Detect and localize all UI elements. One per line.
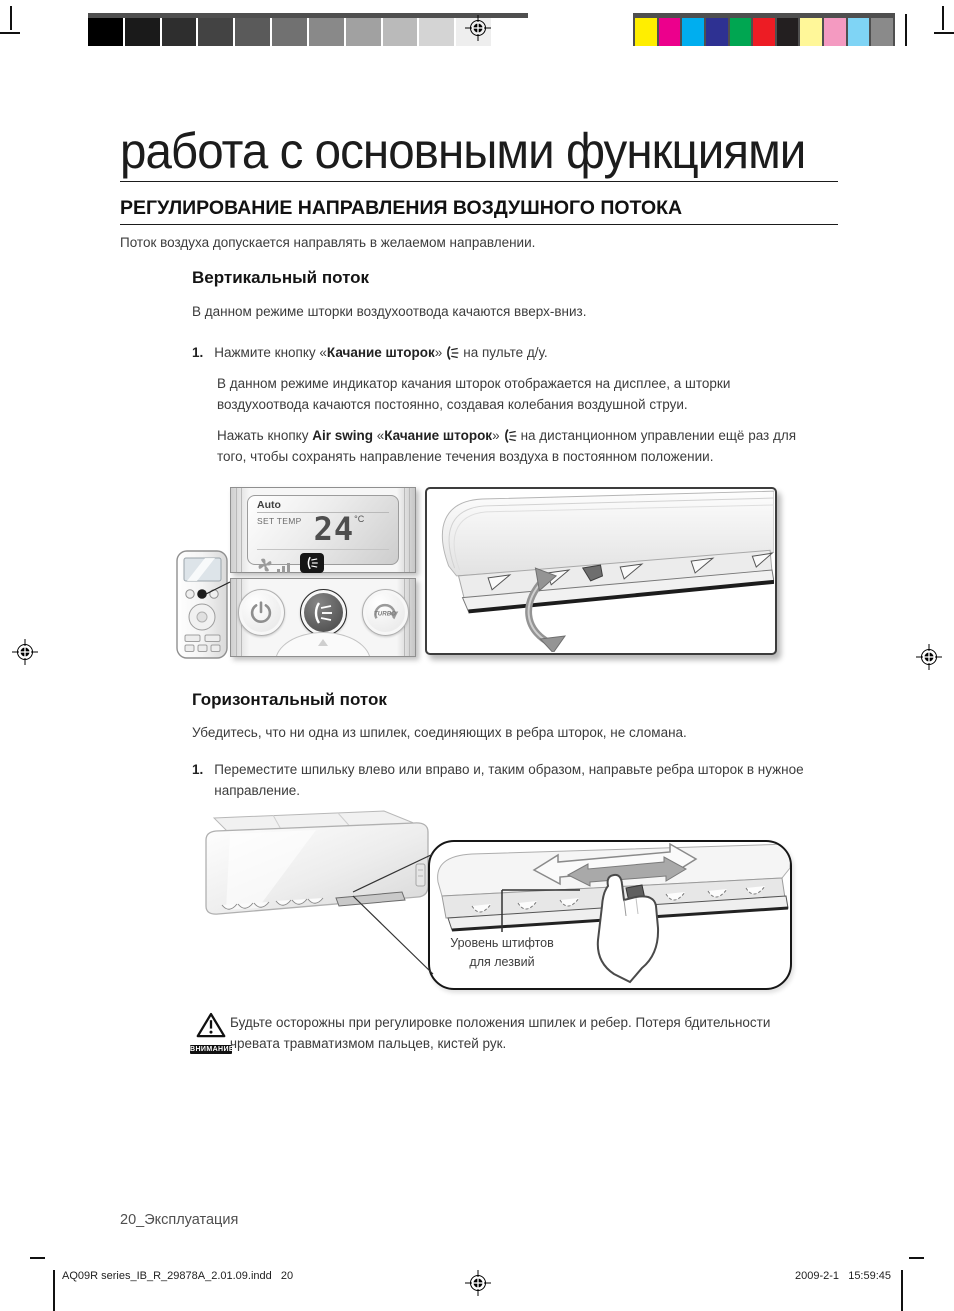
turbo-button	[362, 589, 409, 636]
calibration-cell	[659, 18, 681, 46]
page-footer: 20_Эксплуатация	[120, 1212, 239, 1228]
calibration-cell	[383, 18, 418, 46]
vertical-paragraph-1: В данном режиме индикатор качания шторок отображается на дисплее, а шторки воздухоотвода качаются постоянно, создавая колебания воздушной струи.	[217, 376, 731, 412]
calibration-cell	[706, 18, 728, 46]
caution-block-icon	[190, 1012, 232, 1054]
caution-text: Будьте осторожны при регулировке положения шпилек и ребер. Потеря бдительности чревата травматизмом пальцев, кистей рук.	[230, 1015, 771, 1051]
calibration-cell	[753, 18, 775, 46]
calibration-cell	[309, 18, 344, 46]
temperature-unit: °C	[354, 514, 365, 524]
vertical-flow-desc: В данном режиме шторки воздухоотвода качаются вверх-вниз.	[192, 304, 587, 319]
step-text: Переместите шпильку влево или вправо и, таким образом, направьте ребра шторок в нужное направление.	[214, 762, 804, 798]
grayscale-cells	[88, 18, 528, 46]
calibration-cell	[419, 18, 454, 46]
turbo-label: TURBO	[374, 610, 396, 618]
mode-indicator: Auto	[257, 499, 281, 511]
step-number: 1.	[192, 345, 204, 360]
warning-triangle-icon	[196, 1012, 226, 1039]
calibration-cell	[346, 18, 381, 46]
registration-mark	[465, 1270, 491, 1296]
calibration-cell	[848, 18, 870, 46]
calibration-cell	[493, 18, 528, 46]
calibration-cell	[235, 18, 270, 46]
calibration-cell	[871, 18, 893, 46]
air-swing-icon	[446, 345, 459, 361]
remote-display-panel	[230, 487, 416, 573]
caution-label: ВНИМАНИЕ	[190, 1046, 234, 1053]
colorbar-cells	[633, 18, 895, 46]
remote-buttons-panel	[230, 578, 416, 657]
crop-mark	[0, 32, 20, 34]
crop-mark	[53, 1270, 55, 1311]
crop-mark	[901, 1270, 903, 1311]
air-swing-icon	[504, 428, 517, 444]
crop-mark	[30, 1257, 45, 1259]
section-heading: РЕГУЛИРОВАНИЕ НАПРАВЛЕНИЯ ВОЗДУШНОГО ПОТОКА	[120, 197, 683, 219]
calibration-cell	[88, 18, 123, 46]
registration-mark	[916, 644, 942, 670]
crop-mark	[905, 14, 907, 46]
print-filename: AQ09R series_IB_R_29878A_2.01.09.indd 20	[62, 1270, 294, 1282]
calibration-cell	[777, 18, 799, 46]
louver-swing-illustration	[425, 487, 777, 655]
crop-mark	[934, 32, 954, 34]
vertical-paragraph-2: Нажать кнопку Air swing «Качание шторок» на дистанционном управлении ещё раз для того, чтобы сохранять направление течения воздуха в постоянном положении.	[217, 428, 797, 464]
fan-speed-icon	[257, 557, 273, 573]
print-timestamp: 2009-2-1 15:59:45	[795, 1270, 892, 1282]
calibration-cell	[272, 18, 307, 46]
calibration-cell	[125, 18, 160, 46]
air-swing-button-small	[197, 589, 207, 599]
temperature-value: 24	[313, 510, 355, 548]
power-button	[238, 589, 285, 636]
figure-vertical-flow	[175, 487, 780, 663]
registration-mark	[12, 639, 38, 665]
ac-unit-illustration	[188, 804, 444, 960]
air-swing-indicator-icon	[300, 553, 324, 573]
page-title: работа с основными функциями	[120, 123, 806, 179]
air-swing-button	[300, 589, 347, 636]
turbo-icon	[369, 597, 401, 629]
section-rule	[120, 224, 838, 225]
set-temp-label: SET TEMP	[257, 516, 302, 526]
step-text: Нажмите кнопку «Качание шторок» на пульте д/у.	[214, 345, 548, 360]
calibration-cell	[198, 18, 233, 46]
calibration-cell	[162, 18, 197, 46]
horizontal-flow-desc: Убедитесь, что ни одна из шпилек, соединяющих в ребра шторок, не сломана.	[192, 725, 687, 740]
calibration-cell	[800, 18, 822, 46]
title-rule	[120, 181, 838, 182]
pin-adjust-callout	[428, 840, 792, 990]
crop-mark	[10, 6, 12, 30]
remote-lcd	[247, 495, 399, 565]
horizontal-step-1	[192, 760, 817, 802]
vertical-flow-heading: Вертикальный поток	[192, 268, 370, 287]
horizontal-flow-heading: Горизонтальный поток	[192, 690, 387, 709]
calibration-cell	[730, 18, 752, 46]
pin-level-label: Уровень штифтов для лезвий	[450, 936, 554, 970]
calibration-cell	[682, 18, 704, 46]
fan-level-bars	[277, 563, 290, 573]
color-calibration-bar	[633, 13, 895, 46]
air-swing-icon	[312, 601, 334, 625]
figure-horizontal-flow	[185, 802, 803, 998]
remote-control-illustration	[175, 549, 231, 661]
ac-louver-scene	[427, 489, 774, 652]
crop-mark	[942, 6, 944, 30]
section-intro: Поток воздуха допускается направлять в желаемом направлении.	[120, 235, 536, 250]
crop-mark	[909, 1257, 924, 1259]
power-icon	[248, 600, 274, 626]
vertical-step-1	[192, 343, 802, 364]
grayscale-calibration-bar	[88, 13, 528, 46]
step-number: 1.	[192, 762, 204, 777]
registration-mark	[465, 15, 491, 41]
calibration-cell	[635, 18, 657, 46]
calibration-cell	[824, 18, 846, 46]
